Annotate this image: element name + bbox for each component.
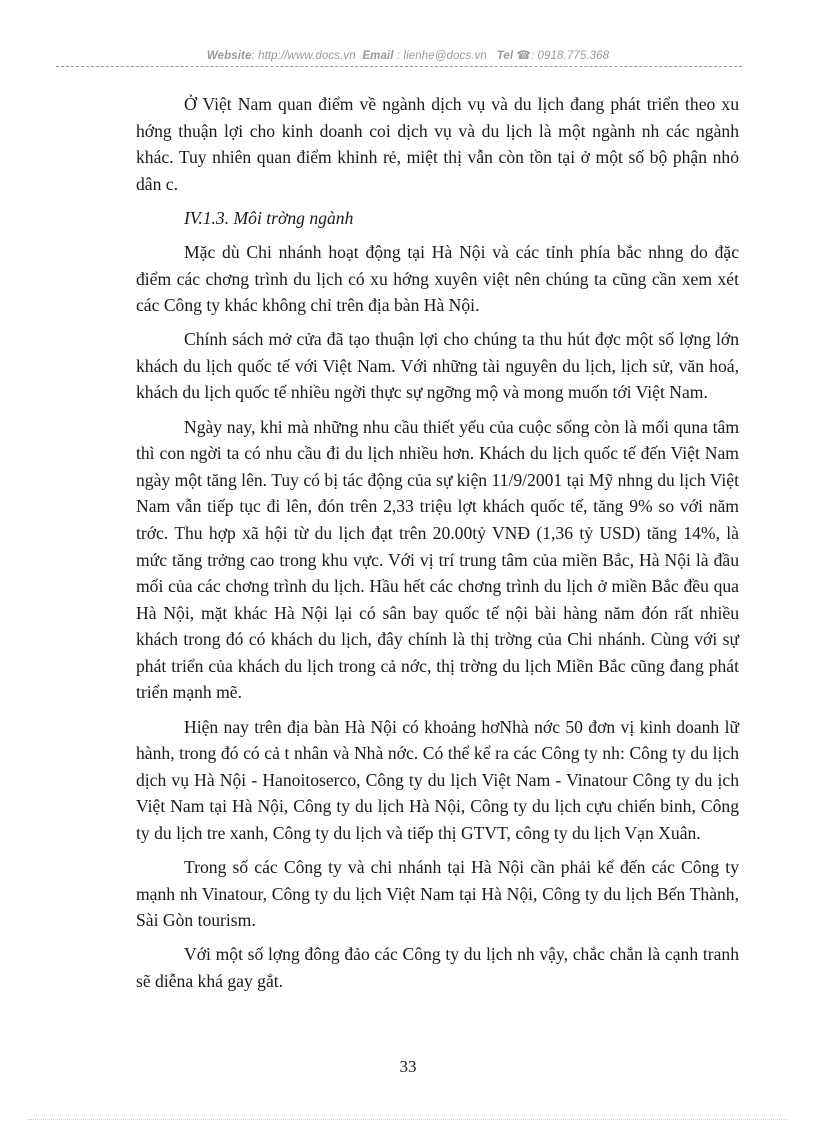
page-number: 33 [399, 1057, 417, 1076]
paragraph: Ở Việt Nam quan điểm về ngành dịch vụ và du lịch đang phát triển theo xu hớng thuận lợi cho kinh doanh coi dịch vụ và du lịch là một ngành nh các ngành khác. Tuy nhiên quan điểm khinh rẻ, miệt thị vẫn còn tồn tại ở một số bộ phận nhỏ dân c. [136, 94, 739, 194]
email-label: Email [362, 50, 394, 62]
footer-divider [28, 1119, 788, 1120]
tel-label: Tel [496, 50, 514, 62]
phone-icon: ☎ [516, 50, 531, 62]
website-label: Website [206, 50, 252, 62]
paragraph: Với một số lợng đông đảo các Công ty du lịch nh vậy, chắc chắn là cạnh tranh sẽ diễna khá gay gắt. [136, 944, 739, 991]
email-value: : lienhe@docs.vn [396, 50, 487, 62]
paragraph: Ngày nay, khi mà những nhu cầu thiết yếu của cuộc sống còn là mối quna tâm thì con ngời ta có nhu cầu đi du lịch nhiều hơn. Khách du lịch quốc tế đến Việt Nam ngày một tăng lên. Tuy có bị tác động của sự kiện 11/9/2001 tại Mỹ nhng du lịch Việt Nam vẫn tiếp tục đi lên, đón trên 2,33 triệu lợt khách quốc tế, tăng 9% so với năm trớc. Thu hợp xã hội từ du lịch đạt trên 20.00tỷ VNĐ (1,36 tỷ USD) tăng 14%, là mức tăng trởng cao trong khu vực. Với vị trí trung tâm của miền Bắc, Hà Nội là đầu mối của các chơng trình du lịch. Hầu hết các chơng trình du lịch ở miền Bắc đều qua Hà Nội, mặt khác Hà Nội lại có sân bay quốc tế nội bài hàng năm đón rất nhiều khách trong đó có khách du lịch, đây chính là thị trờng của Chi nhánh. Cùng với sự phát triển của khách du lịch trong cả nớc, thị trờng du lịch Miền Bắc cũng đang phát triển mạnh mẽ. [136, 416, 739, 703]
website-value: : http://www.docs.vn [251, 50, 356, 62]
paragraph: Trong số các Công ty và chi nhánh tại Hà Nội cần phải kể đến các Công ty mạnh nh Vinatour, Công ty du lịch Việt Nam tại Hà Nội, Công ty du lịch Bến Thành, Sài Gòn tourism. [136, 857, 739, 931]
document-body [136, 91, 739, 1002]
section-heading: IV.1.3. Môi trờng ngành [184, 207, 354, 228]
paragraph: Hiện nay trên địa bàn Hà Nội có khoảng hơNhà nớc 50 đơn vị kinh doanh lữ hành, trong đó có cả t nhân và Nhà nớc. Có thể kể ra các Công ty nh: Công ty du lịch dịch vụ Hà Nội - Hanoitoserco, Công ty du lịch Việt Nam - Vinatour Công ty du ịch Việt Nam tại Hà Nội, Công ty du lịch Hà Nội, Công ty du lịch cựu chiến binh, Công ty du lịch tre xanh, Công ty du lịch và tiếp thị GTVT, công ty du lịch Vạn Xuân. [136, 716, 739, 843]
tel-value: : 0918.775.368 [530, 50, 610, 62]
page-header [0, 48, 816, 62]
paragraph: Chính sách mở cửa đã tạo thuận lợi cho chúng ta thu hút đợc một số lợng lớn khách du lịch quốc tế với Việt Nam. Với những tài nguyên du lịch, lịch sử, văn hoá, khách du lịch quốc tế nhiều ngời thực sự ngỡng mộ và mong muốn tới Việt Nam. [136, 329, 739, 403]
header-divider [56, 66, 742, 67]
paragraph: Mặc dù Chi nhánh hoạt động tại Hà Nội và các tỉnh phía bắc nhng do đặc điểm các chơng trình du lịch có xu hớng xuyên việt nên chúng ta cũng cần xem xét các Công ty khác không chỉ trên địa bàn Hà Nội. [136, 241, 739, 316]
